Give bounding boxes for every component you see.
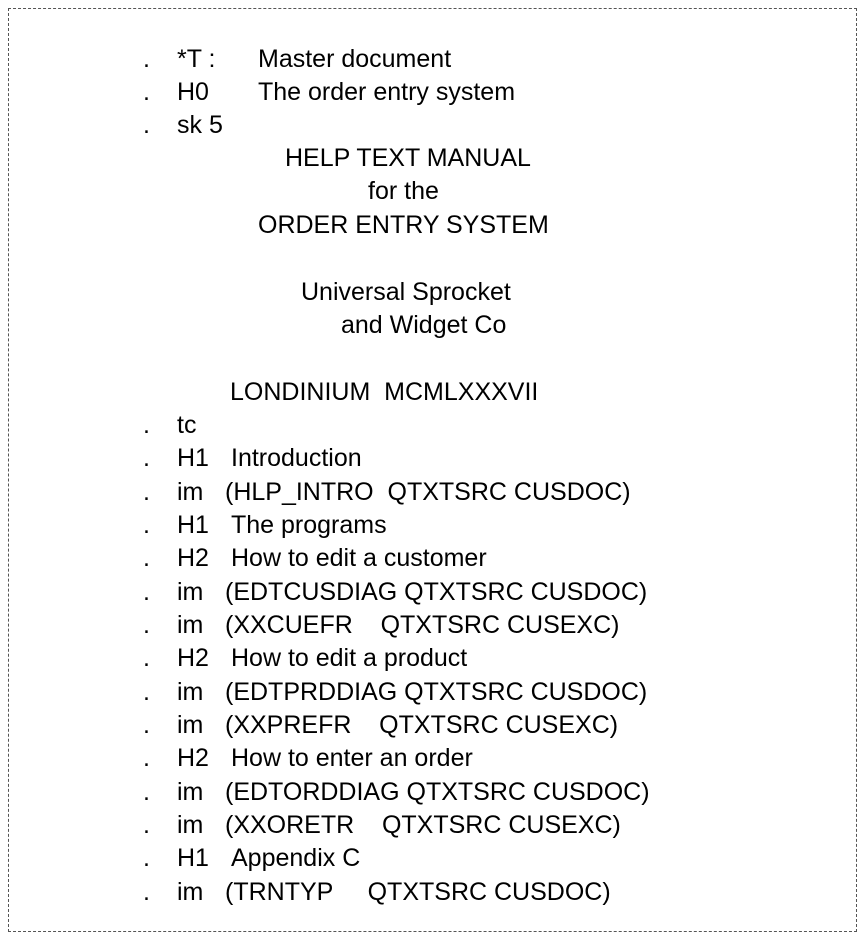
- line-text: (XXPREFR QTXTSRC CUSEXC): [225, 711, 619, 739]
- line-command: H0: [177, 78, 209, 106]
- line-command: H1: [177, 844, 209, 872]
- line-dot: .: [143, 811, 150, 839]
- line-dot: .: [143, 411, 150, 439]
- line-dot: .: [143, 611, 150, 639]
- line-command: im: [177, 711, 204, 739]
- system-title: ORDER ENTRY SYSTEM: [258, 211, 549, 239]
- line-text: Master document: [258, 45, 452, 73]
- line-text: (HLP_INTRO QTXTSRC CUSDOC): [225, 478, 631, 506]
- line-dot: .: [143, 744, 150, 772]
- line-command: im: [177, 678, 204, 706]
- line-text: (XXORETR QTXTSRC CUSEXC): [225, 811, 621, 839]
- line-text: (EDTORDDIAG QTXTSRC CUSDOC): [225, 778, 650, 806]
- line-command: tc: [177, 411, 197, 439]
- line-dot: .: [143, 111, 150, 139]
- manual-subtitle: for the: [368, 177, 439, 205]
- line-text: (EDTCUSDIAG QTXTSRC CUSDOC): [225, 578, 648, 606]
- line-text: How to edit a product: [231, 644, 468, 672]
- line-command: *T :: [177, 45, 216, 73]
- line-text: (XXCUEFR QTXTSRC CUSEXC): [225, 611, 620, 639]
- line-text: (EDTPRDDIAG QTXTSRC CUSDOC): [225, 678, 648, 706]
- line-command: H2: [177, 644, 209, 672]
- line-dot: .: [143, 711, 150, 739]
- line-dot: .: [143, 478, 150, 506]
- line-text: How to enter an order: [231, 744, 473, 772]
- line-dot: .: [143, 644, 150, 672]
- place-date: LONDINIUM MCMLXXXVII: [230, 378, 539, 406]
- manual-title: HELP TEXT MANUAL: [285, 144, 531, 172]
- line-command: H2: [177, 744, 209, 772]
- line-dot: .: [143, 544, 150, 572]
- line-dot: .: [143, 578, 150, 606]
- line-dot: .: [143, 878, 150, 906]
- line-dot: .: [143, 778, 150, 806]
- line-text: The programs: [231, 511, 387, 539]
- line-dot: .: [143, 511, 150, 539]
- line-command: im: [177, 778, 204, 806]
- line-text: How to edit a customer: [231, 544, 487, 572]
- line-command: im: [177, 478, 204, 506]
- line-dot: .: [143, 444, 150, 472]
- line-dot: .: [143, 78, 150, 106]
- line-text: (TRNTYP QTXTSRC CUSDOC): [225, 878, 611, 906]
- line-command: im: [177, 611, 204, 639]
- line-dot: .: [143, 844, 150, 872]
- line-command: im: [177, 878, 204, 906]
- line-command: im: [177, 811, 204, 839]
- line-command: sk 5: [177, 111, 223, 139]
- line-command: H2: [177, 544, 209, 572]
- line-dot: .: [143, 678, 150, 706]
- line-command: H1: [177, 511, 209, 539]
- line-text: Appendix C: [231, 844, 361, 872]
- line-command: im: [177, 578, 204, 606]
- line-command: H1: [177, 444, 209, 472]
- company-name-2: and Widget Co: [341, 311, 507, 339]
- line-dot: .: [143, 45, 150, 73]
- line-text: Introduction: [231, 444, 362, 472]
- company-name: Universal Sprocket: [301, 278, 511, 306]
- line-text: The order entry system: [258, 78, 516, 106]
